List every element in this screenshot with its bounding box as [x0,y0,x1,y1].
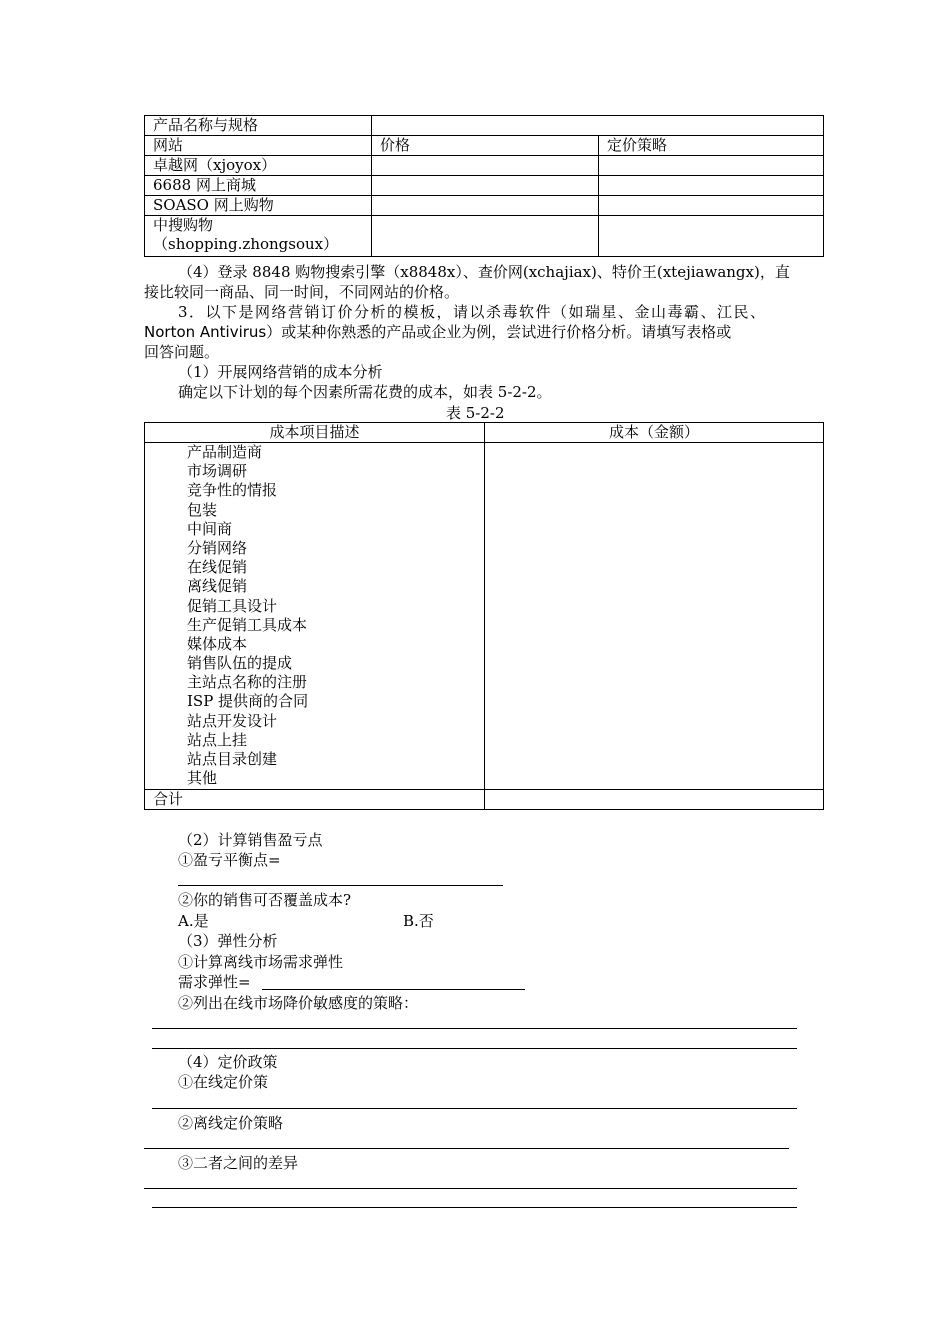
list-item: 主站点名称的注册 [187,673,308,692]
table-cell [485,790,824,810]
answer-line [178,885,503,886]
table-cell [599,176,824,196]
table-cell [599,156,824,176]
part2-q2: ②你的销售可否覆盖成本? [178,891,352,909]
part3-q1: ①计算离线市场需求弹性 [178,953,344,971]
answer-line [144,1148,789,1149]
price-comparison-table [144,115,824,257]
list-item: 市场调研 [187,462,248,481]
table-cell: 产品名称与规格 [145,116,372,136]
list-item: 媒体成本 [187,634,248,653]
list-item: 产品制造商 [187,443,263,461]
cost-items-list [187,443,484,788]
table-cell [485,443,824,790]
part4-q2: ②离线定价策略 [178,1114,284,1132]
table-cell [372,216,599,257]
option-a: A.是 [178,912,209,930]
list-item: 站点上挂 [187,730,248,749]
table-cell [372,196,599,216]
table-row [145,116,824,136]
section3-line2-rest: ）或某种你熟悉的产品或企业为例，尝试进行价格分析。请填写表格或 [266,323,732,341]
section3-line2 [144,322,731,342]
section3-line3: 回答问题。 [144,343,220,361]
table-cell [372,116,824,136]
table-row [145,423,824,443]
table-row [145,156,824,176]
part4-q1: ①在线定价策 [178,1073,269,1091]
table-cell [372,156,599,176]
table-header-cell: 成本（金额） [485,423,824,443]
table-cell [599,216,824,257]
list-item: 包装 [187,500,218,519]
part3-title: （3）弹性分析 [178,932,278,950]
product-name: Norton Antivirus [144,323,267,341]
cell-line: 中搜购物 [153,216,214,234]
list-item: 分销网络 [187,538,248,557]
table-row [145,136,824,156]
table-cell [372,176,599,196]
table-cell: 网站 [145,136,372,156]
table-cell: SOASO 网上购物 [145,196,372,216]
table-cell: 价格 [372,136,599,156]
para4-line2: 接比较同一商品、同一时间，不同网站的价格。 [144,283,460,301]
part1-title: （1）开展网络营销的成本分析 [178,363,383,381]
list-item: 其他 [187,769,218,788]
part3-q2: ②列出在线市场降价敏感度的策略： [178,994,419,1012]
list-item: ISP 提供商的合同 [187,692,309,711]
table-caption: 表 5-2-2 [446,404,505,422]
answer-line [152,1207,797,1208]
list-item: 站点开发设计 [187,711,278,730]
table-cell [599,196,824,216]
answer-line [144,1188,797,1189]
list-item: 竞争性的情报 [187,481,278,500]
table-cell: 6688 网上商城 [145,176,372,196]
table-cell: 定价策略 [599,136,824,156]
list-item: 中间商 [187,519,233,538]
part2-title: （2）计算销售盈亏点 [178,831,323,849]
answer-line [152,1028,797,1029]
list-item: 站点目录创建 [187,750,278,768]
table-row [145,443,824,790]
table-row [145,216,824,257]
list-item: 生产促销工具成本 [187,615,308,634]
table-row [145,176,824,196]
option-b: B.否 [403,912,434,930]
part4-title: （4）定价政策 [178,1053,278,1071]
answer-line [152,1108,797,1109]
table-row [145,790,824,810]
cost-items-cell [145,443,485,790]
table-cell: 卓越网（xjoyox） [145,156,372,176]
answer-line [262,989,525,990]
part4-q3: ③二者之间的差异 [178,1154,299,1172]
list-item: 促销工具设计 [187,596,278,615]
part2-q1: ①盈亏平衡点= [178,851,281,869]
table-header-cell: 成本项目描述 [145,423,485,443]
elasticity-label: 需求弹性= [178,973,251,991]
list-item: 销售队伍的提成 [187,654,293,673]
para4-line1: （4）登录 8848 购物搜索引擎（x8848x）、查价网(xchajiax)、特价王(xtejiawangx)，直 [178,263,790,281]
table-cell [145,216,372,257]
answer-line [152,1048,797,1049]
cell-line: （shopping.zhongsoux） [153,235,339,253]
section3-line1: 3．以下是网络营销订价分析的模板，请以杀毒软件（如瑞星、金山毒霸、江民、 [178,303,767,321]
list-item: 在线促销 [187,558,248,577]
table-row [145,196,824,216]
list-item: 离线促销 [187,577,248,596]
part1-desc: 确定以下计划的每个因素所需花费的成本，如表 5-2-2。 [178,383,552,401]
total-label-cell: 合计 [145,790,485,810]
cost-analysis-table [144,422,824,810]
